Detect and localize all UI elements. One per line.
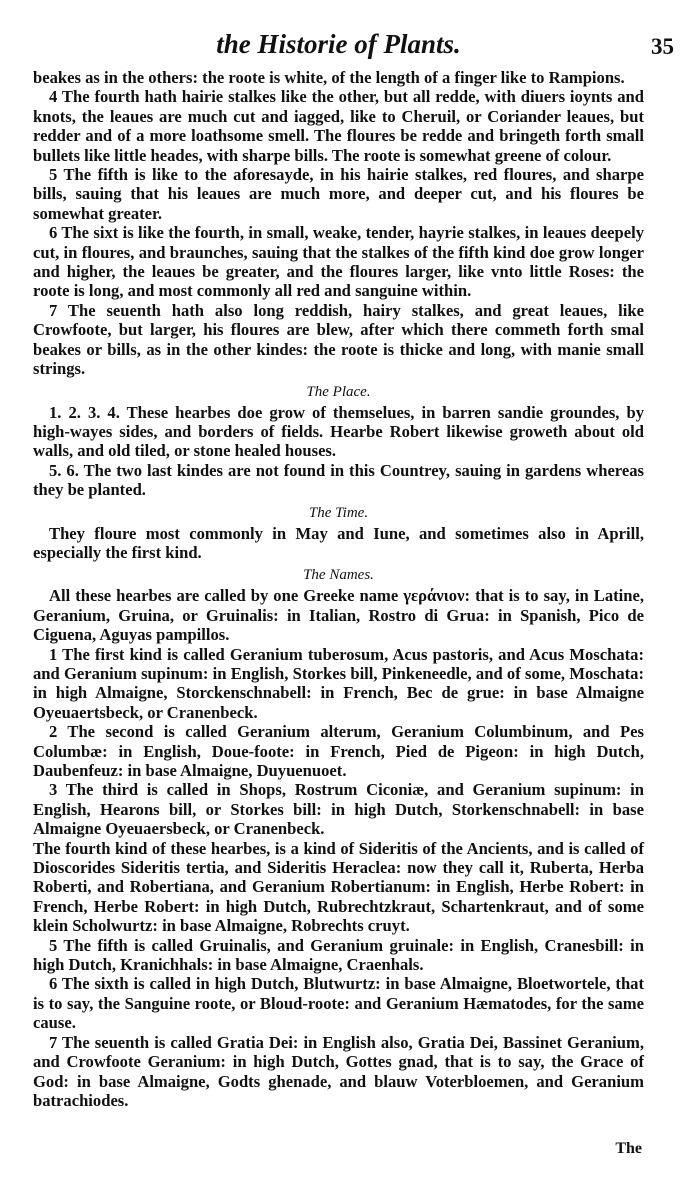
paragraph: 6 The sixth is called in high Dutch, Blutwurtz: in base Almaigne, Bloetwortele, that is to say, the Sanguine roote, or Bloud-roote: and Geranium Hæmatodes, for the same cause. bbox=[33, 974, 644, 1033]
running-title: the Historie of Plants. bbox=[216, 29, 461, 59]
section-heading: The Time. bbox=[308, 504, 369, 521]
section-heading: The Place. bbox=[306, 383, 371, 400]
paragraph: beakes as in the others: the roote is white, of the length of a finger like to Rampions. bbox=[33, 68, 625, 87]
section-heading: The Names. bbox=[303, 567, 374, 584]
paragraph: The fourth kind of these hearbes, is a kind of Sideritis of the Ancients, and is called of Dioscorides Sideritis tertia, and Sideritis Heraclea: now they call it, Ruberta, Herba Roberti, and Robertiana, and Geranium Robertianum: in English, Herbe Robert: in French, Herbe Robert: in high Dutch, Rubrechtzkraut, Schartenkraut, and of some klein Scholwurtz: in base Almaigne, Robrechts cruyt. bbox=[33, 838, 644, 936]
paragraph: 7 The seuenth is called Gratia Dei: in English also, Gratia Dei, Bassinet Geranium, and Crowfoote Geranium: in high Dutch, Gottes gnad, that is to say, the Grace of God: in base Almaigne, Godts ghenade, and blauw Voterbloemen, and Geranium batrachiodes. bbox=[33, 1032, 644, 1110]
paragraph: All these hearbes are called by one Greeke name γεράνιον: that is to say, in Latine, Geranium, Gruina, or Gruinalis: in Italian, Rostro di Grua: in Spanish, Pico de Ciguena, Aguyas pampillos. bbox=[33, 586, 644, 645]
paragraph: 1 The first kind is called Geranium tuberosum, Acus pastoris, and Acus Moschata: and Geranium supinum: in English, Storkes bill, Pinkeneedle, and of some, Moschata: in high Almaigne, Storckenschnabell: in French, Bec de grue: in base Almaigne Oyeuaertsbeck, or Cranenbeck. bbox=[33, 644, 644, 722]
paragraph: 7 The seuenth hath also long reddish, hairy stalkes, and great leaues, like Crowfoote, but larger, his floures are blew, after which there commeth forth smal beakes or bills, as in the other kindes: the roote is thicke and long, with manie small strings. bbox=[33, 300, 644, 379]
paragraph: 5 The fifth is called Gruinalis, and Geranium gruinale: in English, Cranesbill: in high Dutch, Kranichhals: in base Almaigne, Craenhals. bbox=[33, 935, 644, 975]
page-number: 35 bbox=[651, 34, 674, 59]
paragraph: 5 The fifth is like to the aforesayde, in his hairie stalkes, red floures, and sharpe bills, sauing that his leaues are much more, and deeper cut, and his floures be somewhat greater. bbox=[33, 165, 644, 223]
page-body bbox=[33, 68, 644, 1110]
paragraph: 5. 6. The two last kindes are not found in this Countrey, sauing in gardens whereas they be planted. bbox=[33, 460, 644, 500]
paragraph: 2 The second is called Geranium alterum, Geranium Columbinum, and Pes Columbæ: in English, Doue-foote: in French, Pied de Pigeon: in high Dutch, Daubenfeuz: in base Almaigne, Duyuenuoet. bbox=[33, 722, 644, 780]
catchword: The bbox=[615, 1140, 642, 1157]
paragraph: 1. 2. 3. 4. These hearbes doe grow of themselues, in barren sandie groundes, by high-wayes sides, and borders of fields. Hearbe Robert likewise groweth about old walls, and old tiled, or stone healed houses. bbox=[33, 402, 644, 461]
paragraph: 3 The third is called in Shops, Rostrum Ciconiæ, and Geranium supinum: in English, Hearons bill, or Storkes bill: in high Dutch, Storkenschnabell: in base Almaigne Oyeuaersbeck, or Cranenbeck. bbox=[33, 780, 644, 839]
paragraph: They floure most commonly in May and Iune, and sometimes also in Aprill, especially the first kind. bbox=[33, 523, 644, 562]
paragraph: 6 The sixt is like the fourth, in small, weake, tender, hayrie stalkes, in leaues deepely cut, in floures, and braunches, sauing that the stalkes of the fifth kind doe grow longer and higher, the leaues be greater, and the floures larger, like vnto little Roses: the roote is long, and most commonly all red and sanguine within. bbox=[33, 223, 644, 301]
page-header bbox=[33, 28, 674, 68]
paragraph: 4 The fourth hath hairie stalkes like the other, but all redde, with diuers ioynts and knots, the leaues are much cut and iagged, like to Cheruil, or Coriander leaues, but redder and of a more loathsome smell. The floures be redde and bringeth forth small bullets like little heades, with sharpe bills. The roote is somewhat greene of colour. bbox=[33, 87, 644, 165]
